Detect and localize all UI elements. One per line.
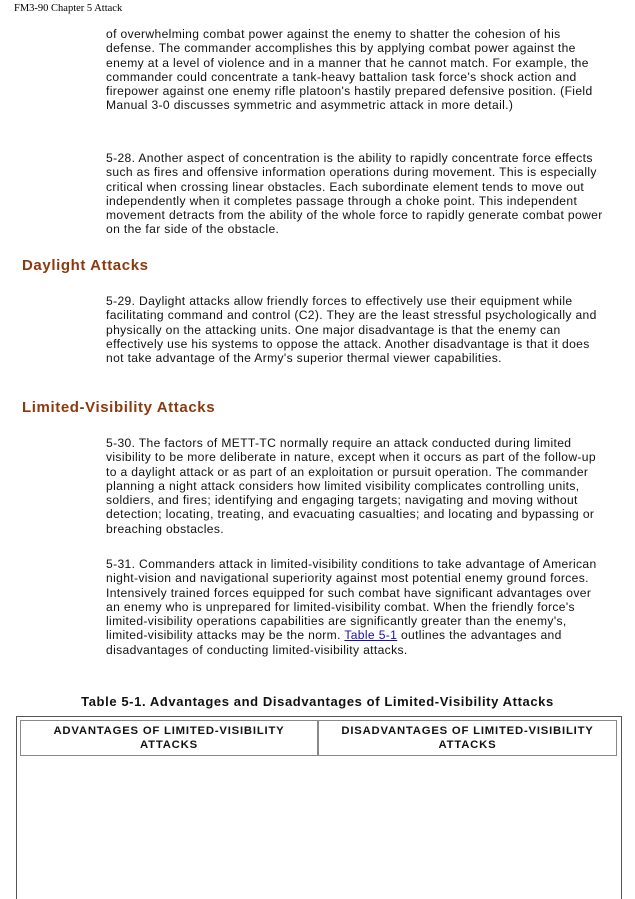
heading-limited-visibility-attacks: Limited-Visibility Attacks — [22, 399, 216, 416]
paragraph-continued: of overwhelming combat power against the enemy to shatter the cohesion of his defense. The commander accomplishes this by applying combat power against the enemy at a level of violence and in a manner that he cannot match. For example, the commander could concentrate a tank-heavy battalion task force's shock action and firepower against one enemy rifle platoon's hastily prepared defensive position. (Field Manual 3-0 discusses symmetric and asymmetric attack in more detail.) — [106, 27, 593, 113]
table-caption: Table 5-1. Advantages and Disadvantages of Limited-Visibility Attacks — [81, 694, 554, 709]
table-header-disadvantages: DISADVANTAGES OF LIMITED-VISIBILITY ATTACKS — [318, 720, 617, 756]
paragraph-5-31 — [106, 557, 606, 657]
page-header: FM3-90 Chapter 5 Attack — [14, 3, 123, 14]
paragraph-5-31-text-a: 5-31. Commanders attack in limited-visibility conditions to take advantage of American night-vision and navigational superiority against most potential enemy ground forces. Intensively trained forces equipped for such combat have significant advantages over an enemy who is unprepared for limited-visibility combat. When the friendly force's limited-visibility operations capabilities are significantly greater than the enemy's, limited-visibility attacks may be the norm. — [106, 557, 597, 643]
paragraph-5-31-text-b: outlines the advantages and disadvantages of conducting limited-visibility attacks. — [106, 628, 562, 657]
paragraph-5-29: 5-29. Daylight attacks allow friendly forces to effectively use their equipment while facilitating command and control (C2). They are the least stressful psychologically and physically on the attacking units. One major disadvantage is that the enemy can effectively use his systems to oppose the attack. Another disadvantage is that it does not take advantage of the Army's superior thermal viewer capabilities. — [106, 294, 597, 366]
table-5-1-link[interactable]: Table 5-1 — [344, 628, 398, 643]
paragraph-5-30: 5-30. The factors of METT-TC normally require an attack conducted during limited visibility to be more deliberate in nature, except when it occurs as part of the follow-up to a daylight attack or as part of an exploitation or pursuit operation. The commander planning a night attack considers how limited visibility complicates controlling units, soldiers, and fires; identifying and engaging targets; navigating and moving without detection; locating, treating, and evacuating casualties; and locating and bypassing or breaching obstacles. — [106, 436, 596, 536]
heading-daylight-attacks: Daylight Attacks — [22, 257, 149, 274]
paragraph-5-28: 5-28. Another aspect of concentration is the ability to rapidly concentrate force effects such as fires and offensive information operations during movement. This is especially critical when crossing linear obstacles. Each subordinate element tends to move out independently when it completes passage through a choke point. This independent movement detracts from the ability of the whole force to rapidly generate combat power on the far side of the obstacle. — [106, 151, 603, 237]
table-5-1 — [16, 716, 622, 899]
table-header-advantages: ADVANTAGES OF LIMITED-VISIBILITY ATTACKS — [20, 720, 318, 756]
